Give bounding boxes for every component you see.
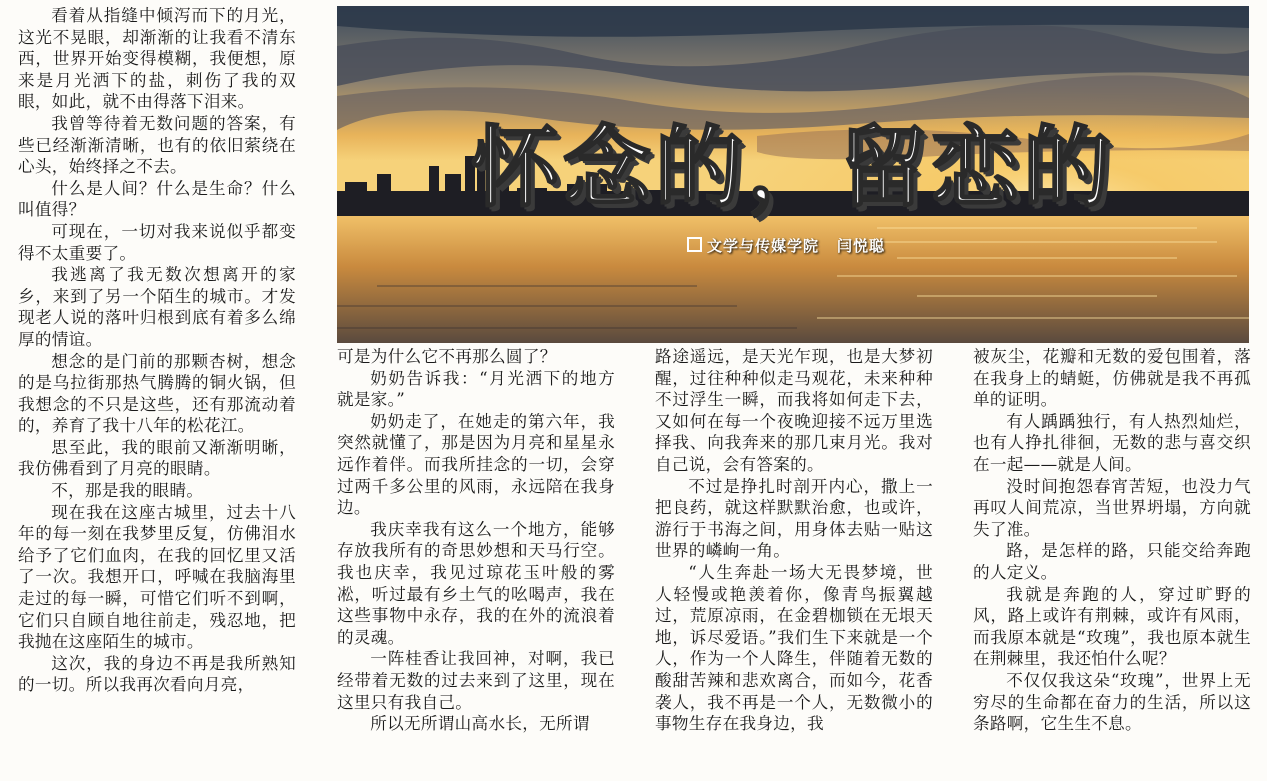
paragraph: 现在我在这座古城里，过去十八年的每一刻在我梦里反复，仿佛泪水给予了它们血肉，在我的回忆里又活了一次。我想开口，呼喊在我脑海里走过的每一瞬，可惜它们听不到啊，它们只自顾自地往前走，残忍地，把我抛在这座陌生的城市。 xyxy=(18,502,296,652)
paragraph: 被灰尘，花瓣和无数的爱包围着，落在我身上的蜻蜓，仿佛就是我不再孤单的证明。 xyxy=(973,347,1251,410)
paragraph: 想念的是门前的那颗杏树，想念的是乌拉街那热气腾腾的铜火锅，但我想念的不只是这些，还有那流动着的，养育了我十八年的松花江。 xyxy=(18,351,296,436)
paragraph: 思至此，我的眼前又渐渐明晰，我仿佛看到了月亮的眼睛。 xyxy=(18,437,296,479)
paragraph: 所以无所谓山高水长，无所谓 xyxy=(370,714,590,734)
paragraph: 可现在，一切对我来说似乎都变得不太重要了。 xyxy=(18,221,296,263)
paragraph: 不过是挣扎时剖开内心，撒上一把良药，就这样默默治愈，也或许，游行于书海之间，用身体去贴一贴这世界的嶙峋一角。 xyxy=(655,476,933,561)
paragraph: 我就是奔跑的人，穿过旷野的风，路上或许有荆棘，或许有风雨，而我原本就是“玫瑰”，我也原本就生在荆棘里，我还怕什么呢？ xyxy=(973,584,1251,669)
article-column-3 xyxy=(655,346,933,735)
paragraph: 有人踽踽独行，有人热烈灿烂，也有人挣扎徘徊，无数的悲与喜交织在一起——就是人间。 xyxy=(973,411,1251,474)
paragraph: 一阵桂香让我回神，对啊，我已经带着无数的过去来到了这里，现在这里只有我自己。 xyxy=(337,649,615,712)
header-banner-image xyxy=(337,6,1249,343)
paragraph: 看着从指缝中倾泻而下的月光，这光不晃眼，却渐渐的让我看不清东西，世界开始变得模糊，我便想，原来是月光洒下的盐，刺伤了我的双眼，如此，就不由得落下泪来。 xyxy=(18,6,296,112)
paragraph: “人生奔赴一场大无畏梦境，世人轻慢或艳羡着你，像青鸟振翼越过，荒原凉雨，在金碧枷锁在无垠天地，诉尽爱语。”我们生下来就是一个人，作为一个人降生，伴随着无数的酸甜苦辣和悲欢离合，而如今，花香袭人，我不再是一个人，无数微小的事物生存在我身边，我 xyxy=(655,562,933,734)
paragraph: 不仅仅我这朵“玫瑰”，世界上无穷尽的生命都在奋力的生活，所以这条路啊，它生生不息。 xyxy=(973,670,1251,734)
paragraph: 我曾等待着无数问题的答案，有些已经渐渐清晰，也有的依旧萦绕在心头，始终择之不去。 xyxy=(18,113,296,177)
article-column-1 xyxy=(18,5,296,696)
article-title: 怀念的，留恋的 xyxy=(470,116,1115,219)
byline-department: 文学与传媒学院 xyxy=(707,237,820,255)
byline-author: 闫悦聪 xyxy=(837,237,886,255)
paragraph: 可是为什么它不再那么圆了？ xyxy=(337,347,557,366)
paragraph: 我庆幸我有这么一个地方，能够存放我所有的奇思妙想和天马行空。我也庆幸，我见过琼花玉叶般的雾凇，听过最有乡土气的吆喝声，我在这些事物中永存，我的在外的流浪着的灵魂。 xyxy=(337,519,615,647)
article-column-2 xyxy=(337,346,615,735)
paragraph: 不，那是我的眼睛。 xyxy=(51,481,204,501)
paragraph: 路途遥远，是天光乍现，也是大梦初醒，过往种种似走马观花，未来种种不过浮生一瞬，而我将如何走下去，又如何在每一个夜晚迎接不远万里选择我、向我奔来的那几束月光。我对自己说，会有答案的。 xyxy=(655,347,933,474)
square-icon xyxy=(687,237,702,252)
byline xyxy=(687,235,885,256)
paragraph: 奶奶走了，在她走的第六年，我突然就懂了，那是因为月亮和星星永远作着伴。而我所挂念的一切，会穿过两千多公里的风雨，永远陪在我身边。 xyxy=(337,411,615,518)
paragraph: 什么是人间？什么是生命？什么叫值得？ xyxy=(18,178,296,220)
paragraph: 路，是怎样的路，只能交给奔跑的人定义。 xyxy=(973,541,1251,582)
paragraph: 我逃离了我无数次想离开的家乡，来到了另一个陌生的城市。才发现老人说的落叶归根到底有着多么绵厚的情谊。 xyxy=(18,265,296,349)
article-column-4 xyxy=(973,346,1251,735)
paragraph: 没时间抱怨春宵苦短，也没力气再叹人间荒凉，当世界坍塌，方向就失了准。 xyxy=(973,476,1251,539)
paragraph: 奶奶告诉我：“月光洒下的地方就是家。” xyxy=(337,368,615,410)
paragraph: 这次，我的身边不再是我所熟知的一切。所以我再次看向月亮， xyxy=(18,653,296,695)
